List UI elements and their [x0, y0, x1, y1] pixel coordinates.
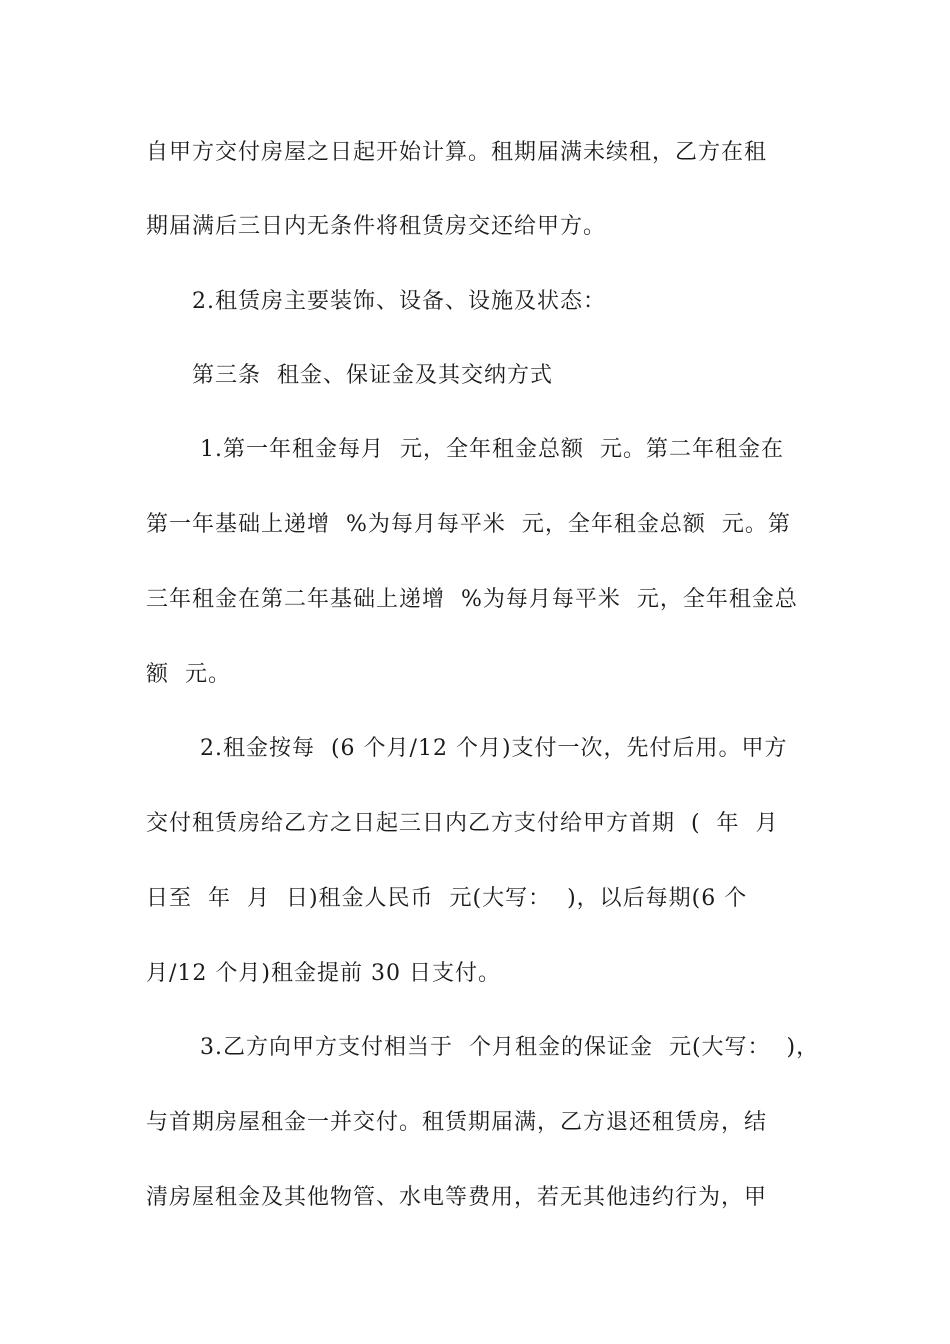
paragraph-line: 清房屋租金及其他物管、水电等费用，若无其他违约行为，甲	[146, 1185, 768, 1210]
paragraph-line: 三年租金在第二年基础上递增 %为每月每平米 元，全年租金总	[146, 587, 798, 612]
paragraph-line: 月/12 个月)租金提前 30 日支付。	[146, 961, 501, 986]
paragraph-line: 期届满后三日内无条件将租赁房交还给甲方。	[146, 214, 607, 239]
paragraph-line: 额 元。	[146, 662, 231, 687]
paragraph-line: 与首期房屋租金一并交付。租赁期届满，乙方退还租赁房，结	[146, 1110, 768, 1135]
paragraph-line: 3.乙方向甲方支付相当于 个月租金的保证金 元(大写： )，	[192, 1035, 820, 1060]
paragraph-line: 2.租金按每 (6 个月/12 个月)支付一次，先付后用。甲方	[192, 736, 788, 761]
paragraph-line: 自甲方交付房屋之日起开始计算。租期届满未续租，乙方在租	[146, 140, 768, 165]
paragraph-line: 第一年基础上递增 %为每月每平米 元，全年租金总额 元。第	[146, 512, 791, 537]
section-heading: 第三条 租金、保证金及其交纳方式	[192, 363, 553, 388]
paragraph-line: 交付租赁房给乙方之日起三日内乙方支付给甲方首期 ( 年 月	[146, 811, 779, 836]
paragraph-line: 日至 年 月 日)租金人民币 元(大写： )，以后每期(6 个	[146, 886, 748, 911]
paragraph-line: 2.租赁房主要装饰、设备、设施及状态：	[192, 289, 606, 314]
paragraph-line: 1.第一年租金每月 元，全年租金总额 元。第二年租金在	[192, 437, 784, 462]
